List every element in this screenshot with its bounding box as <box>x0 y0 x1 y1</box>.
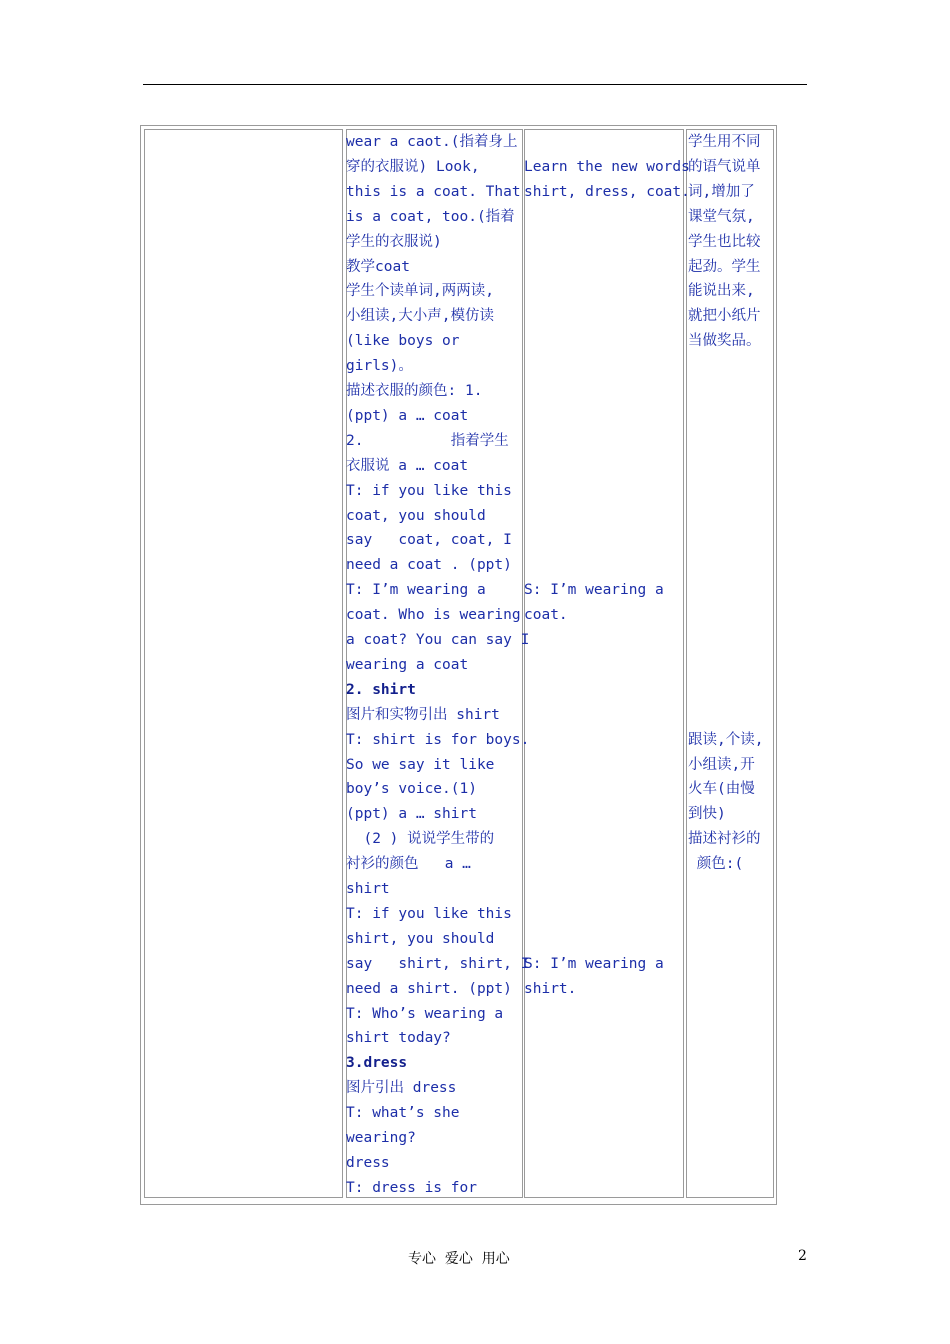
text-line: 火车(由慢 <box>688 781 755 798</box>
text-line: say coat, coat, I <box>346 532 512 549</box>
text-line: 2. shirt <box>346 681 416 698</box>
text-line: 词,增加了 <box>688 183 755 200</box>
text-line: need a coat . (ppt) <box>346 557 512 574</box>
text-line: girls)。 <box>346 358 413 375</box>
text-line: 的语气说单 <box>688 158 761 175</box>
text-line: 小组读,开 <box>688 756 755 773</box>
text-line: 教学coat <box>346 258 410 275</box>
text-line: shirt, you should <box>346 930 495 947</box>
text-line: need a shirt. (ppt) <box>346 980 512 997</box>
text-line: 图片和实物引出 shirt <box>346 706 500 723</box>
text-line: Learn the new words <box>524 158 690 175</box>
text-line: 起劲。学生 <box>688 258 761 275</box>
text-line: shirt today? <box>346 1030 451 1047</box>
text-line: 课堂气氛, <box>688 208 755 225</box>
text-line: shirt. <box>524 980 577 997</box>
text-line: 到快) <box>688 806 726 823</box>
text-line: 当做奖品。 <box>688 333 761 350</box>
text-line: 3.dress <box>346 1055 408 1072</box>
text-line: 学生的衣服说) <box>346 233 442 250</box>
text-line: 衣服说 a … coat <box>346 457 469 474</box>
text-line: So we say it like <box>346 756 495 773</box>
text-line: 描述衣服的颜色: 1. <box>346 383 483 399</box>
text-line: 学生用不同 <box>688 134 761 150</box>
text-line: shirt, dress, coat. <box>524 183 690 200</box>
text-line: a coat? You can say I <box>346 632 530 648</box>
page-number: 2 <box>798 1248 807 1264</box>
text-line: 穿的衣服说) Look, <box>346 158 480 175</box>
text-line: T: dress is for <box>346 1179 477 1196</box>
text-line: 图片引出 dress <box>346 1080 457 1097</box>
table-cell-student-activity <box>524 129 684 1198</box>
text-line: 小组读,大小声,模仿读 <box>346 308 494 325</box>
text-line: say shirt, shirt, I <box>346 955 530 972</box>
text-line: 跟读,个读, <box>688 731 764 748</box>
text-line: boy’s voice.(1) <box>346 781 477 798</box>
text-line: wearing? <box>346 1130 416 1146</box>
text-line: 2. 指着学生 <box>346 432 509 449</box>
text-line: (ppt) a … coat <box>346 407 469 424</box>
text-line: S: I’m wearing a <box>524 582 664 599</box>
text-line: 就把小纸片 <box>688 308 761 325</box>
text-line: T: Who’s wearing a <box>346 1005 504 1022</box>
text-line: is a coat, too.(指着 <box>346 208 515 225</box>
text-line: this is a coat. That <box>346 183 521 200</box>
table-cell-empty <box>144 129 343 1198</box>
footer-motto: 专心 爱心 用心 <box>408 1251 510 1267</box>
text-line: S: I’m wearing a <box>524 955 664 972</box>
text-line: T: if you like this <box>346 482 512 499</box>
text-line: 学生个读单词,两两读, <box>346 283 494 300</box>
text-line: wearing a coat <box>346 656 469 673</box>
text-line: (2 ) 说说学生带的 <box>346 831 495 848</box>
text-line: T: if you like this <box>346 905 512 922</box>
text-line: 衬衫的颜色 a … <box>346 856 471 873</box>
text-line: coat. <box>524 607 568 624</box>
text-line: shirt <box>346 881 390 897</box>
text-line: 能说出来, <box>688 283 755 300</box>
text-line: 学生也比较 <box>688 233 761 250</box>
text-line: coat. Who is wearing <box>346 607 521 624</box>
text-line: 描述衬衫的 <box>688 831 761 848</box>
header-rule <box>143 84 807 85</box>
text-line: 颜色:( <box>688 856 744 873</box>
text-line: dress <box>346 1154 390 1171</box>
text-line: (like boys or <box>346 333 460 350</box>
text-line: T: what’s she <box>346 1105 460 1122</box>
text-line: (ppt) a … shirt <box>346 806 477 823</box>
text-line: coat, you should <box>346 507 486 524</box>
text-line: T: shirt is for boys. <box>346 731 530 748</box>
text-line: T: I’m wearing a <box>346 582 486 599</box>
text-line: wear a caot.(指着身上 <box>346 134 518 150</box>
